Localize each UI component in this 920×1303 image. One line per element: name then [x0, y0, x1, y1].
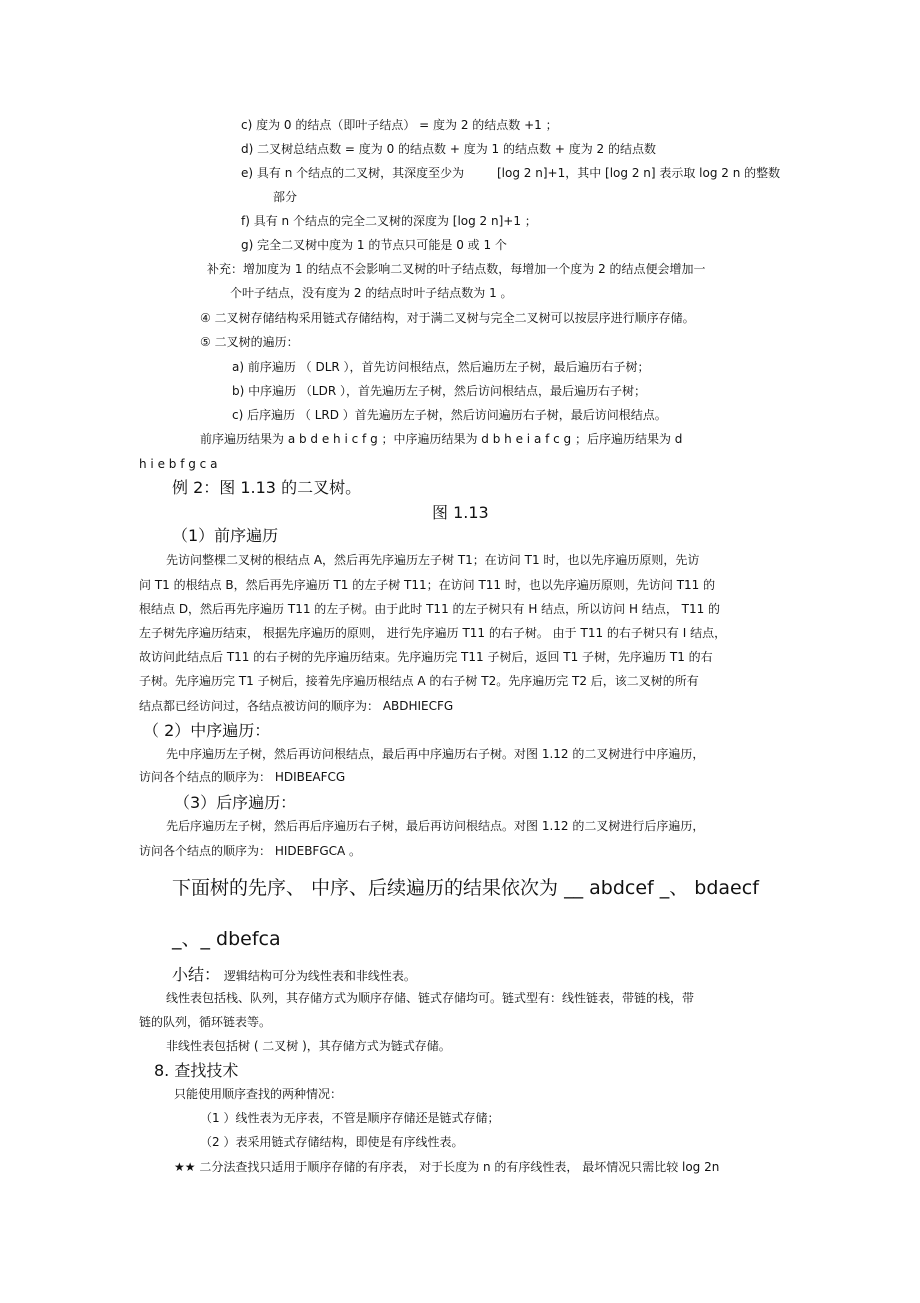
supplement-line-1: 补充：增加度为 1 的结点不会影响二叉树的叶子结点数，每增加一个度为 2 的结点便会增加一 — [207, 262, 706, 276]
preorder-paragraph-line: 结点都已经访问过，各结点被访问的顺序为： ABDHIECFG — [139, 699, 454, 713]
postorder-heading: （3）后序遍历： — [174, 793, 297, 812]
supplement-line-2: 个叶子结点，没有度为 2 的结点时叶子结点数为 1 。 — [230, 286, 513, 300]
traversal-inorder: b) 中序遍历 （LDR ），首先遍历左子树，然后访问根结点，最后遍历右子树； — [232, 384, 647, 398]
binary-search-note: ★★ 二分法查找只适用于顺序存储的有序表， 对于长度为 n 的有序线性表， 最坏情况只需比较 log 2n — [174, 1160, 720, 1174]
postorder-paragraph-line: 先后序遍历左子树，然后再后序遍历右子树，最后再访问根结点。对图 1.12 的二叉树进行后序遍历， — [166, 819, 705, 833]
preorder-paragraph-line: 根结点 D，然后再先序遍历 T11 的左子树。由于此时 T11 的左子树只有 H 结点，所以访问 H 结点， T11 的 — [139, 602, 721, 616]
traversal-preorder: a) 前序遍历 （ DLR ），首先访问根结点，然后遍历左子树，最后遍历右子树； — [232, 360, 650, 374]
preorder-paragraph-line: 问 T1 的根结点 B，然后再先序遍历 T1 的左子树 T11；在访问 T11 时，也以先序遍历原则，先访问 T11 的 — [139, 578, 716, 592]
property-e-formula: [log 2 n]+1，其中 [log 2 n] 表示取 log 2 n 的整数 — [497, 166, 781, 180]
property-d: d) 二叉树总结点数 = 度为 0 的结点数 + 度为 1 的结点数 + 度为 2 的结点数 — [241, 142, 656, 156]
preorder-heading: （1）前序遍历 — [172, 526, 279, 545]
preorder-paragraph-line: 子树。先序遍历完 T1 子树后，接着先序遍历根结点 A 的右子树 T2。先序遍历完 T2 后，该二叉树的所有 — [139, 674, 699, 688]
property-g: g) 完全二叉树中度为 1 的节点只可能是 0 或 1 个 — [241, 238, 507, 252]
summary-text: 逻辑结构可分为线性表和非线性表。 — [223, 969, 416, 983]
search-case-2: （2 ）表采用链式存储结构，即使是有序线性表。 — [200, 1135, 464, 1149]
inorder-paragraph-line: 先中序遍历左子树，然后再访问根结点，最后再中序遍历右子树。对图 1.12 的二叉树进行中序遍历， — [166, 747, 705, 761]
property-e: e) 具有 n 个结点的二叉树，其深度至少为 — [241, 166, 465, 180]
summary-first-line — [172, 965, 416, 985]
traversal-title: ⑤ 二叉树的遍历： — [200, 335, 299, 349]
traversal-postorder: c) 后序遍历 （ LRD ）首先遍历左子树，然后访问遍历右子树，最后访问根结点。 — [232, 408, 667, 422]
example-title: 例 2：图 1.13 的二叉树。 — [172, 478, 362, 497]
summary-title: 小结： — [172, 965, 221, 984]
summary-line-1: 线性表包括栈、队列，其存储方式为顺序存储、链式存储均可。链式型有：线性链表，带链的栈，带 — [166, 991, 695, 1005]
property-c: c) 度为 0 的结点（即叶子结点） = 度为 2 的结点数 +1 ； — [241, 118, 558, 132]
postorder-paragraph-line: 访问各个结点的顺序为： HIDEBFGCA 。 — [139, 844, 362, 858]
summary-line-3: 非线性表包括树 ( 二叉树 )，其存储方式为链式存储。 — [166, 1039, 451, 1053]
section-8-heading: 8. 查找技术 — [154, 1061, 239, 1080]
traversal-result-line-1: 前序遍历结果为 a b d e h i c f g ；中序遍历结果为 d b h e i a f c g ；后序遍历结果为 d — [200, 432, 683, 446]
search-case-1: （1 ）线性表为无序表，不管是顺序存储还是链式存储； — [200, 1111, 500, 1125]
traversal-result-line-2: h i e b f g c a — [139, 457, 218, 471]
property-f: f) 具有 n 个结点的完全二叉树的深度为 [log 2 n]+1 ； — [241, 214, 537, 228]
summary-line-2: 链的队列，循环链表等。 — [139, 1015, 272, 1029]
preorder-paragraph-line: 左子树先序遍历结束， 根据先序遍历的原则， 进行先序遍历 T11 的右子树。 由于 T11 的右子树只有 I 结点， — [139, 626, 727, 640]
figure-caption: 图 1.13 — [432, 503, 489, 522]
preorder-paragraph-line: 故访问此结点后 T11 的右子树的先序遍历结束。先序遍历完 T11 子树后，返回 T1 子树，先序遍历 T1 的右 — [139, 650, 713, 664]
question-line-2: _、_ dbefca — [172, 928, 281, 950]
inorder-heading: （ 2）中序遍历： — [143, 721, 271, 740]
property-e-continued: 部分 — [273, 190, 298, 204]
storage-structure: ④ 二叉树存储结构采用链式存储结构，对于满二叉树与完全二叉树可以按层序进行顺序存储。 — [200, 311, 695, 325]
preorder-paragraph-line: 先访问整棵二叉树的根结点 A，然后再先序遍历左子树 T1；在访问 T1 时，也以先序遍历原则，先访 — [166, 553, 700, 567]
search-intro: 只能使用顺序查找的两种情况： — [174, 1087, 343, 1101]
question-line-1: 下面树的先序、 中序、后续遍历的结果依次为 __ abdcef _、 bdaecf — [172, 877, 759, 899]
inorder-paragraph-line: 访问各个结点的顺序为： HDIBEAFCG — [139, 770, 346, 784]
